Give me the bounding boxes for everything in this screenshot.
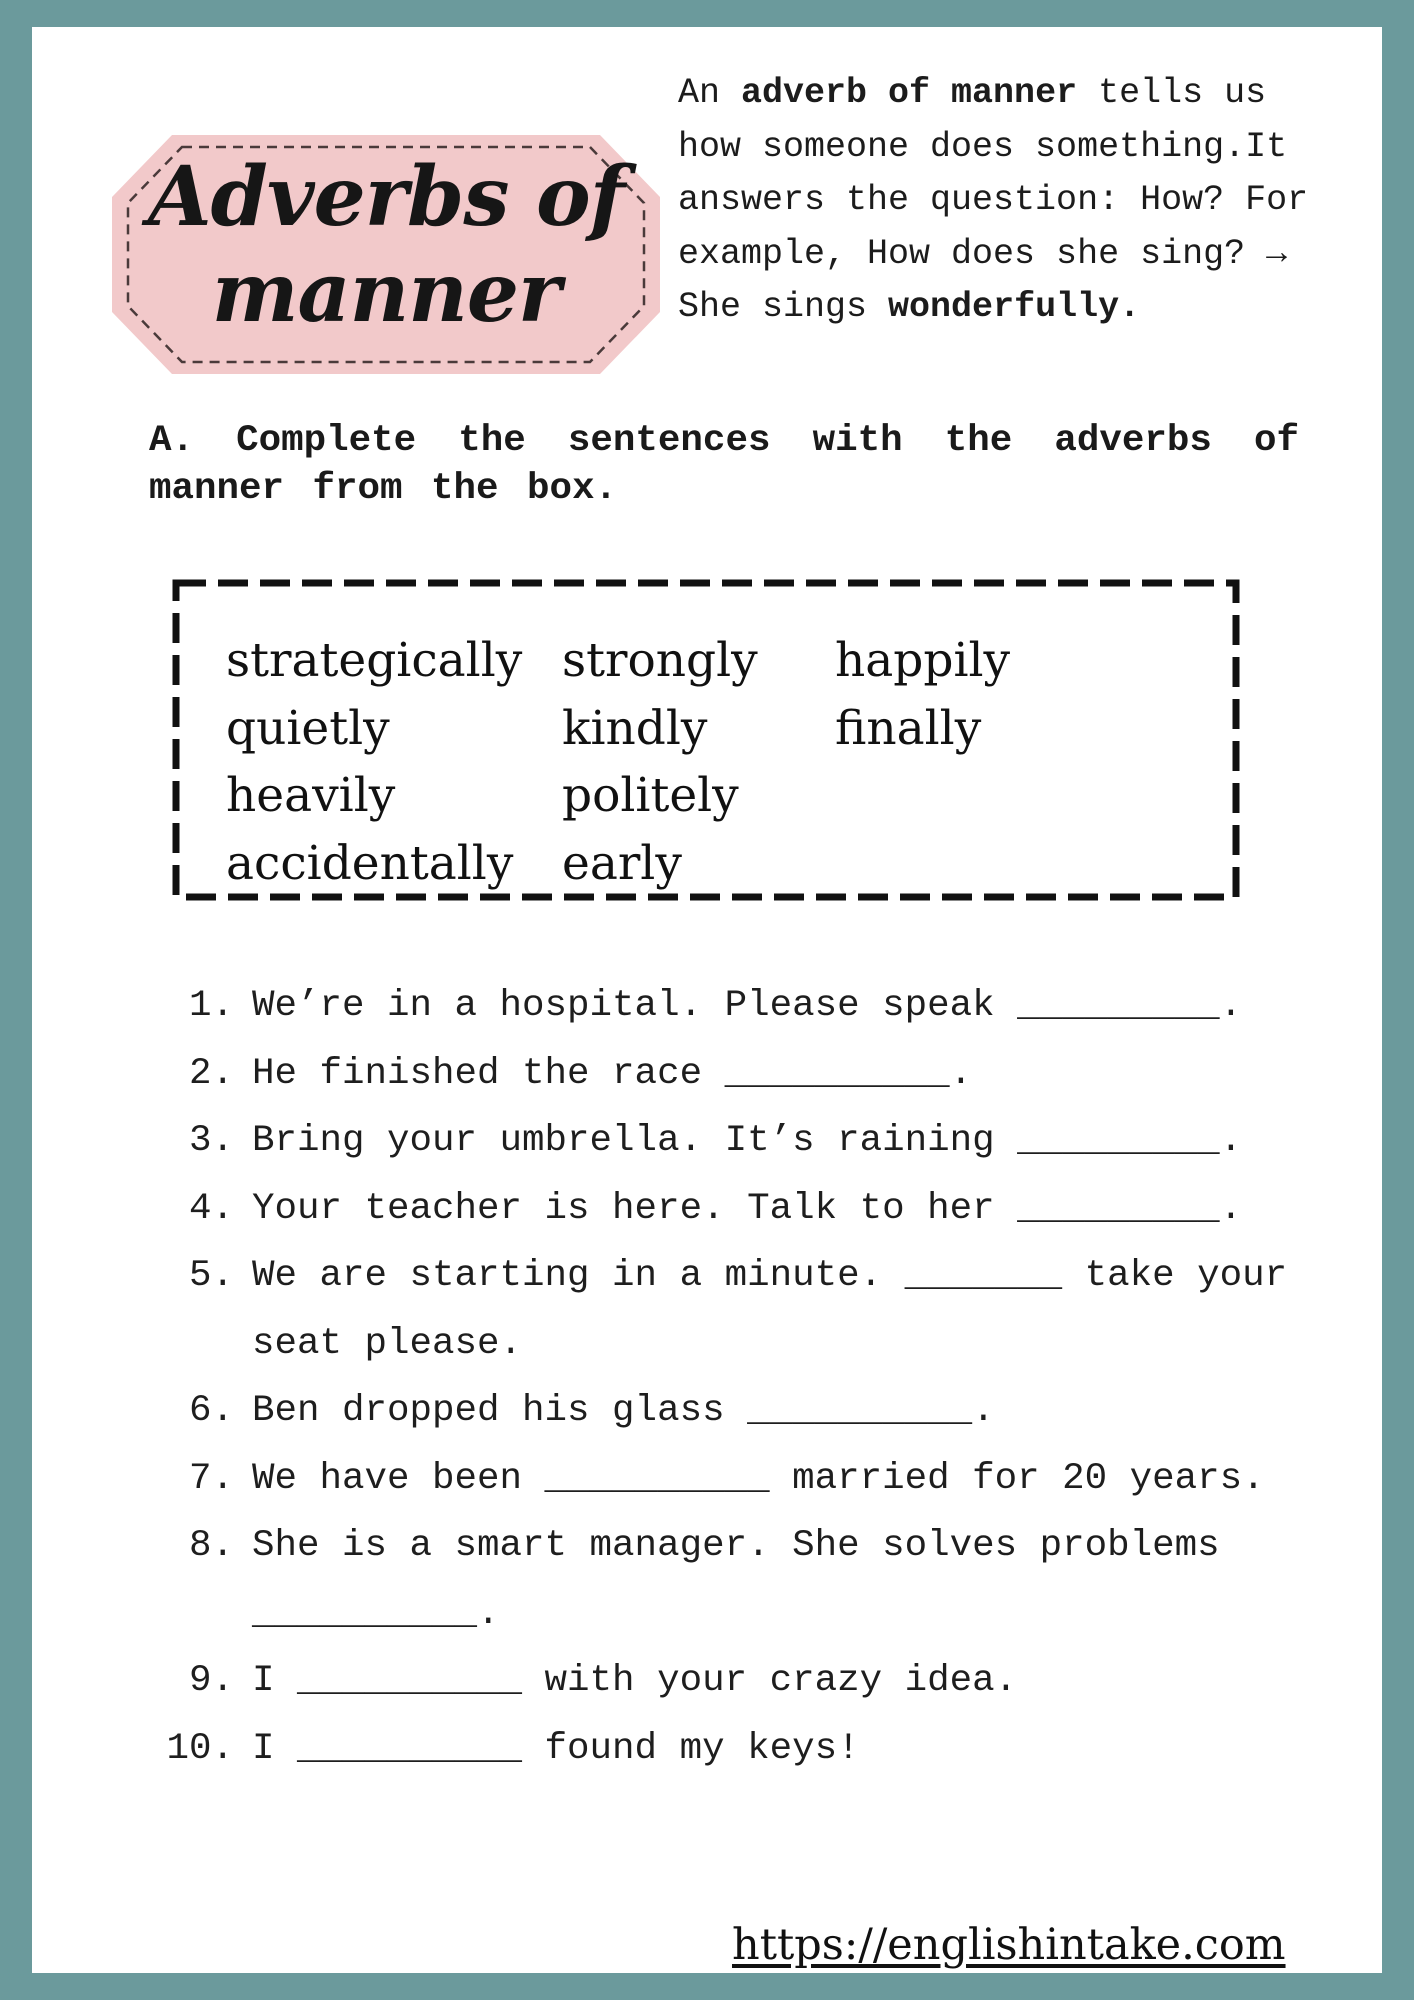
- word-item: politely: [562, 768, 739, 823]
- intro-term: adverb of manner: [741, 73, 1078, 113]
- exercise-item: [142, 1513, 1322, 1648]
- exercise-text: We have been __________ married for 20 years.: [252, 1457, 1265, 1500]
- intro-text-1: An: [678, 73, 742, 113]
- exercise-item: [142, 1243, 1322, 1378]
- exercise-text: Your teacher is here. Talk to her _________.: [252, 1187, 1243, 1230]
- title-line-1: Adverbs of: [148, 149, 624, 245]
- instruction-heading: A. Complete the sentences with the adverbs of manner from the box.: [149, 420, 1299, 510]
- exercise-number: 2.: [188, 1052, 234, 1095]
- exercise-text: He finished the race __________.: [252, 1052, 973, 1095]
- exercise-text: She is a smart manager. She solves problems __________.: [252, 1525, 1220, 1635]
- word-box: [172, 579, 1240, 901]
- exercise-item: [142, 1648, 1322, 1716]
- exercise-number: 6.: [188, 1390, 234, 1432]
- word-item: heavily: [226, 768, 396, 823]
- source-link[interactable]: https://englishintake.com: [732, 1920, 1286, 1970]
- word-item: quietly: [226, 700, 390, 756]
- intro-example-word: wonderfully.: [888, 287, 1141, 327]
- exercise-text: I __________ with your crazy idea.: [252, 1660, 1018, 1702]
- word-column-1: [226, 627, 522, 897]
- worksheet-page: [32, 27, 1382, 1973]
- exercise-list: [142, 973, 1322, 1783]
- exercise-number: 10.: [166, 1727, 234, 1770]
- word-item: finally: [835, 700, 982, 756]
- exercise-number: 5.: [188, 1255, 234, 1297]
- exercise-item: [142, 1108, 1322, 1176]
- title-line-2: manner: [211, 245, 561, 341]
- exercise-item: [142, 1378, 1322, 1446]
- exercise-text: Ben dropped his glass __________.: [252, 1390, 995, 1432]
- exercise-number: 9.: [188, 1660, 234, 1702]
- word-item: early: [562, 835, 682, 891]
- word-item: strongly: [562, 633, 758, 688]
- word-item: happily: [835, 633, 1011, 688]
- exercise-number: 7.: [188, 1457, 234, 1500]
- exercise-text: We’re in a hospital. Please speak _________.: [252, 985, 1243, 1027]
- exercise-text: We are starting in a minute. _______ take your seat please.: [252, 1255, 1288, 1365]
- word-column-2: [562, 627, 758, 897]
- exercise-number: 4.: [188, 1187, 234, 1230]
- word-item: accidentally: [226, 835, 514, 891]
- exercise-number: 3.: [188, 1120, 234, 1162]
- exercise-number: 8.: [188, 1525, 234, 1567]
- exercise-number: 1.: [188, 985, 234, 1027]
- exercise-item: [142, 1446, 1322, 1514]
- intro-paragraph: [678, 67, 1328, 335]
- word-item: strategically: [226, 633, 523, 688]
- title-badge: [112, 127, 660, 382]
- word-item: kindly: [562, 700, 708, 756]
- exercise-text: I __________ found my keys!: [252, 1727, 860, 1770]
- exercise-item: [142, 1176, 1322, 1244]
- page-title: [112, 149, 660, 341]
- exercise-text: Bring your umbrella. It’s raining _________.: [252, 1120, 1243, 1162]
- word-column-3: [835, 627, 1010, 762]
- intro-text-2: tells us how someone does something.It answers the question: How? For example, How does she sing? → She sings: [678, 73, 1309, 327]
- exercise-item: [142, 973, 1322, 1041]
- exercise-item: [142, 1041, 1322, 1109]
- exercise-item: [142, 1716, 1322, 1784]
